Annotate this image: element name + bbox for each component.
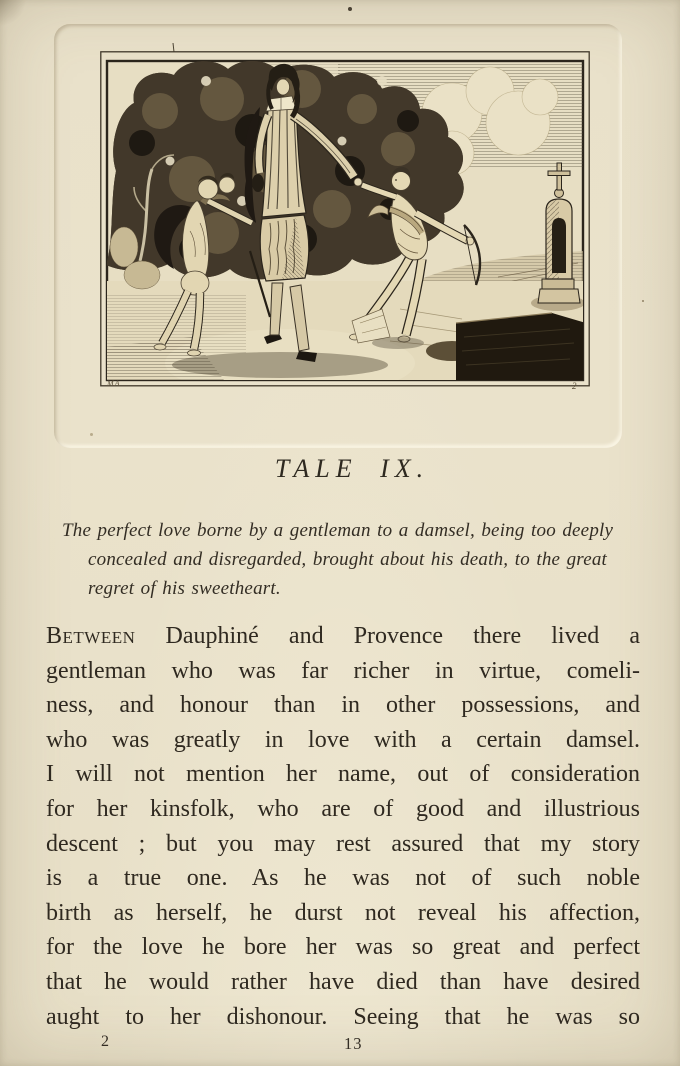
body-line: I will not mention her name, out of consideration [46,761,640,788]
engraving-plate [100,41,590,387]
body-line: for the love he bore her was so great and perfect [46,934,640,961]
body-line: aught to her dishonour. Seeing that he was so [46,1003,640,1030]
body-line-text: Dauphiné and Provence there lived a [135,623,640,649]
paper-speck [642,300,644,302]
cupid-left-head [198,179,218,199]
body-line: birth as herself, he durst not reveal his affection, [46,899,640,926]
gentleman-face [277,79,290,95]
body-line: ness, and honour than in other possessions, and [46,692,640,719]
page-number: 13 [344,1034,363,1053]
body-line: that he would rather have died than have desired [46,968,640,995]
tale-heading: TALE IX. [274,454,430,483]
body-line: who was greatly in love with a certain damsel. [46,726,640,753]
tale-headnote [62,516,640,603]
signature-number: 2 [101,1033,109,1050]
cupid-behind-face [219,177,235,193]
headnote-line: concealed and disregarded, brought about his death, to the great [88,549,608,570]
engraving-illustration [100,41,590,387]
plate-scratch [173,43,174,52]
engraver-monogram: MA [107,379,121,388]
body-line [46,619,640,654]
body-line: is a true one. As he was not of such noble [46,865,640,892]
body-line: gentleman who was far richer in virtue, comeli- [46,657,640,684]
body-line: for her kinsfolk, who are of good and illustrious [46,795,640,822]
paper-speck [348,7,352,11]
lead-word-smallcaps: Between [46,623,136,649]
plate-number-mark: 2 [572,381,577,391]
headnote-line: The perfect love borne by a gentleman to a damsel, being too deeply [62,520,614,541]
body-line: descent ; but you may rest assured that my story [46,830,640,857]
headnote-line: regret of his sweetheart. [88,578,281,599]
tale-body-text [46,619,640,1034]
